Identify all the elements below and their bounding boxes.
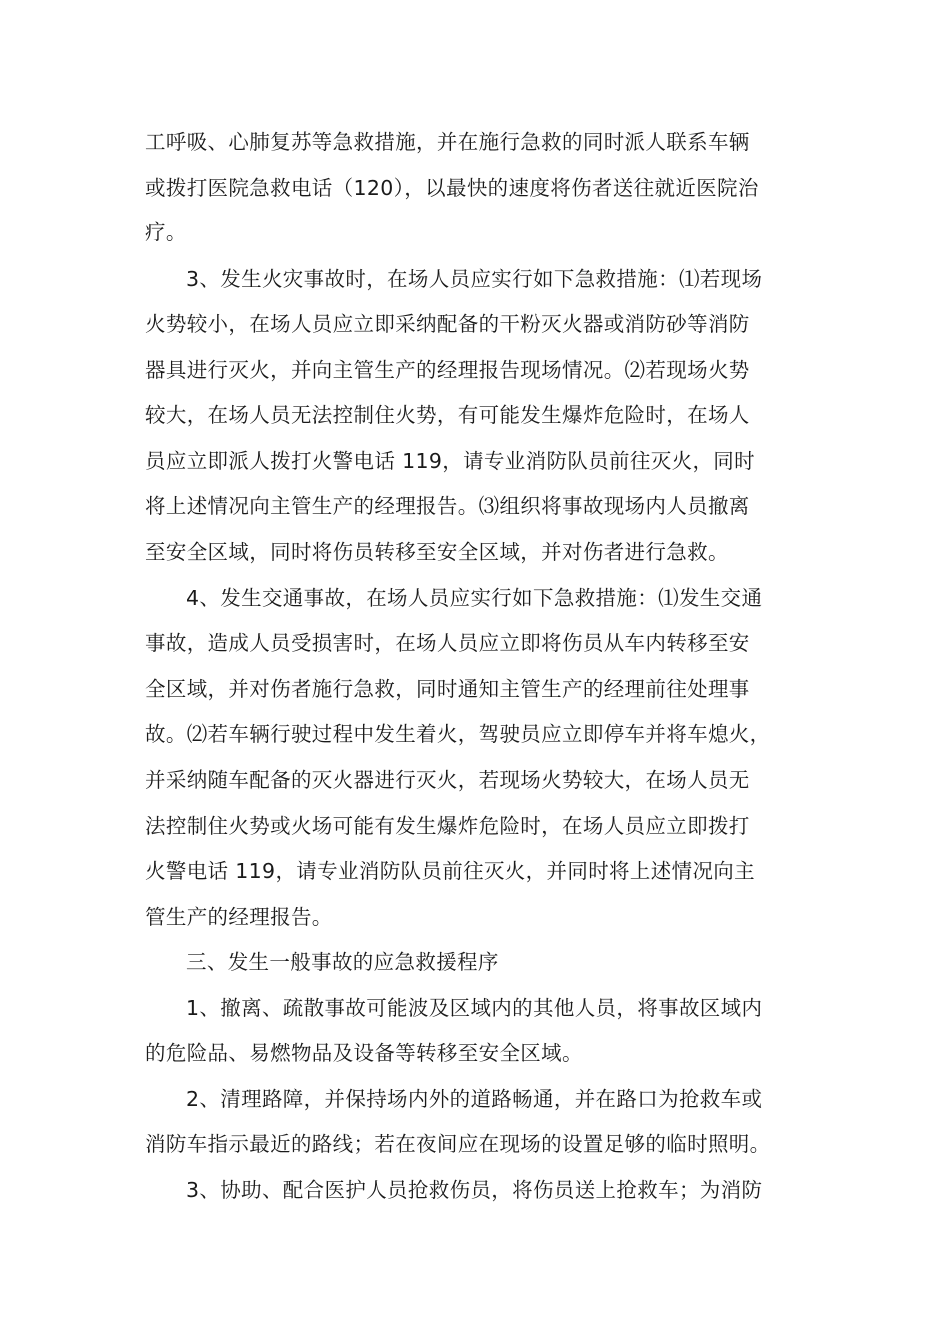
paragraph-start-line: 1、撤离、疏散事故可能波及区域内的其他人员，将事故区域内 <box>186 996 763 1020</box>
text-line: 至安全区域，同时将伤员转移至安全区域，并对伤者进行急救。 <box>145 540 729 564</box>
text-line: 的危险品、易燃物品及设备等转移至安全区域。 <box>145 1041 583 1065</box>
text-line: 较大，在场人员无法控制住火势，有可能发生爆炸危险时，在场人 <box>145 403 750 427</box>
text-line: 管生产的经理报告。 <box>145 905 333 929</box>
text-line: 器具进行灭火，并向主管生产的经理报告现场情况。⑵若现场火势 <box>145 358 750 382</box>
text-line: 法控制住火势或火场可能有发生爆炸危险时，在场人员应立即拨打 <box>145 814 750 838</box>
text-line: 故。⑵若车辆行驶过程中发生着火，驾驶员应立即停车并将车熄火， <box>145 722 771 746</box>
text-line: 将上述情况向主管生产的经理报告。⑶组织将事故现场内人员撤离 <box>145 494 750 518</box>
paragraph-start-line: 3、协助、配合医护人员抢救伤员，将伤员送上抢救车；为消防 <box>186 1178 763 1202</box>
paragraph-start-line: 4、发生交通事故，在场人员应实行如下急救措施：⑴发生交通 <box>186 586 763 610</box>
text-line: 疗。 <box>145 220 187 244</box>
text-line: 事故，造成人员受损害时，在场人员应立即将伤员从车内转移至安 <box>145 631 750 655</box>
text-line: 并采纳随车配备的灭火器进行灭火，若现场火势较大，在场人员无 <box>145 768 750 792</box>
text-line: 员应立即派人拨打火警电话 119，请专业消防队员前往灭火，同时 <box>145 449 755 473</box>
paragraph-start-line: 2、清理路障，并保持场内外的道路畅通，并在路口为抢救车或 <box>186 1087 763 1111</box>
text-line: 全区域，并对伤者施行急救，同时通知主管生产的经理前往处理事 <box>145 677 750 701</box>
text-line: 或拨打医院急救电话（120），以最快的速度将伤者送往就近医院治 <box>145 176 759 200</box>
text-line: 火警电话 119，请专业消防队员前往灭火，并同时将上述情况向主 <box>145 859 755 883</box>
text-line: 消防车指示最近的路线；若在夜间应在现场的设置足够的临时照明。 <box>145 1132 771 1156</box>
text-line: 火势较小，在场人员应立即采纳配备的干粉灭火器或消防砂等消防 <box>145 312 750 336</box>
text-line: 工呼吸、心肺复苏等急救措施，并在施行急救的同时派人联系车辆 <box>145 130 750 154</box>
section-heading: 三、发生一般事故的应急救援程序 <box>186 950 499 974</box>
paragraph-start-line: 3、发生火灾事故时，在场人员应实行如下急救措施：⑴若现场 <box>186 267 763 291</box>
